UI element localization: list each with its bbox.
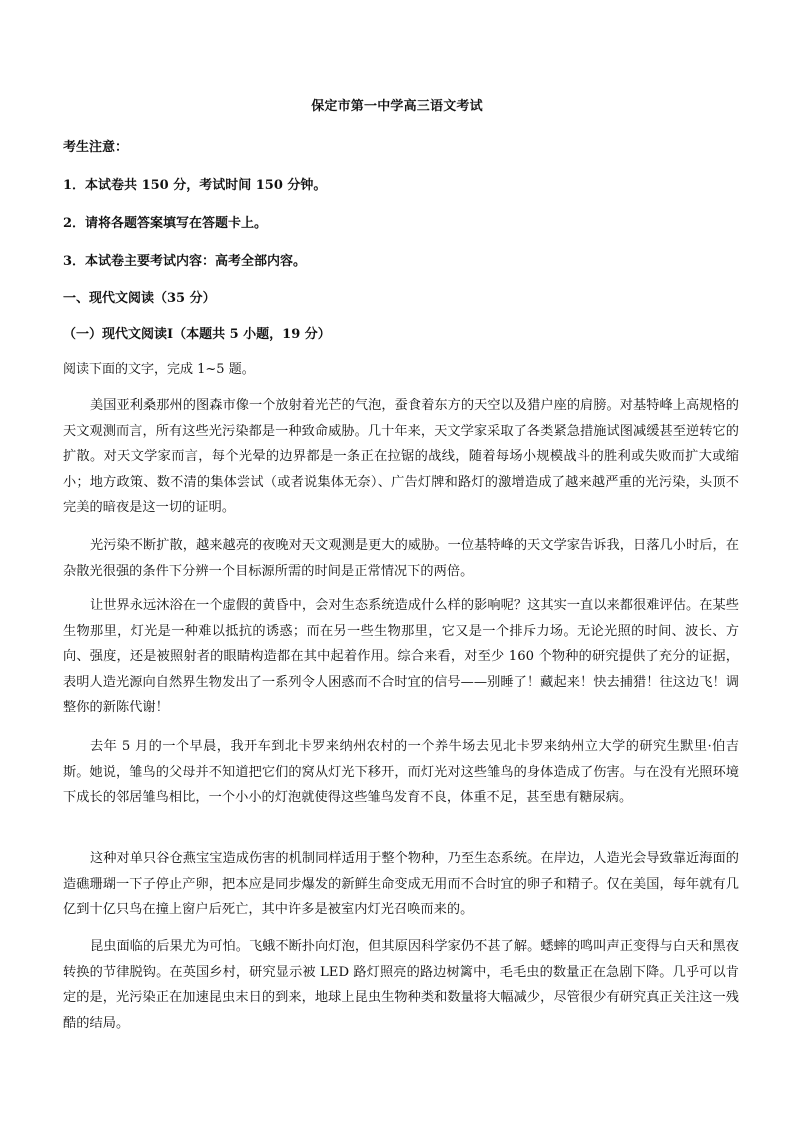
passage-paragraph: 让世界永远沐浴在一个虚假的黄昏中，会对生态系统造成什么样的影响呢？这其实一直以来都很难评估。在某些生物那里，灯光是一种难以抵抗的诱惑；而在另一些生物那里，它又是一个排斥力场。无论光照的时间、波长、方向、强度，还是被照射者的眼睛构造都在其中起着作用。综合来看，对至少 160 个物种的研究提供了充分的证据，表明人造光源向自然界生物发出了一系列令人困惑而不合时宜的信号——别睡了！藏起来！快去捕猎！往这边飞！调整你的新陈代谢！ <box>63 598 739 715</box>
exam-title: 保定市第一中学高三语文考试 <box>311 99 483 114</box>
passage-paragraph: 美国亚利桑那州的图森市像一个放射着光芒的气泡，蚕食着东方的天空以及猎户座的肩膀。对基特峰上高规格的天文观测而言，所有这些光污染都是一种致命威胁。几十年来，天文学家采取了各类紧急措施试图减缓甚至逆转它的扩散。对天文学家而言，每个光晕的边界都是一条正在拉锯的战线，随着每场小规模战斗的胜利或失败而扩大或缩小；地方政策、数不清的集体尝试（或者说集体无奈）、广告灯牌和路灯的激增造成了越来越严重的光污染，头顶不完美的暗夜是这一切的证明。 <box>63 398 739 515</box>
notice-item-2: 2．请将各题答案填写在答题卡上。 <box>63 216 268 231</box>
notice-item-3: 3．本试卷主要考试内容：高考全部内容。 <box>63 254 307 269</box>
passage-paragraph: 这种对单只谷仓燕宝宝造成伤害的机制同样适用于整个物种，乃至生态系统。在岸边，人造光会导致靠近海面的造礁珊瑚一下子停止产卵，把本应是同步爆发的新鲜生命变成无用而不合时宜的卵子和精子。仅在美国，每年就有几亿到十亿只鸟在撞上窗户后死亡，其中许多是被室内灯光召唤而来的。 <box>63 851 739 917</box>
section-subheading: （一）现代文阅读Ⅰ（本题共 5 小题，19 分） <box>63 327 331 342</box>
notice-heading: 考生注意： <box>63 140 129 155</box>
section-heading: 一、现代文阅读（35 分） <box>63 291 216 306</box>
passage-paragraph: 去年 5 月的一个早晨，我开车到北卡罗来纳州农村的一个养牛场去见北卡罗来纳州立大学的研究生默里·伯吉斯。她说，雏鸟的父母并不知道把它们的窝从灯光下移开，而灯光对这些雏鸟的身体造成了伤害。与在没有光照环境下成长的邻居雏鸟相比，一个小小的灯泡就使得这些雏鸟发育不良，体重不足，甚至患有糖尿病。 <box>63 739 739 805</box>
passage-paragraph: 光污染不断扩散，越来越亮的夜晚对天文观测是更大的威胁。一位基特峰的天文学家告诉我，日落几小时后，在杂散光很强的条件下分辨一个目标源所需的时间是正常情况下的两倍。 <box>63 538 739 579</box>
reading-instruction: 阅读下面的文字，完成 1~5 题。 <box>63 362 255 377</box>
passage-paragraph: 昆虫面临的后果尤为可怕。飞蛾不断扑向灯泡，但其原因科学家仍不甚了解。蟋蟀的鸣叫声正变得与白天和黑夜转换的节律脱钩。在英国乡村，研究显示被 LED 路灯照亮的路边树篱中，毛毛虫的数量正在急剧下降。几乎可以肯定的是，光污染正在加速昆虫末日的到来，地球上昆虫生物种类和数量将大幅减少，尽管很少有研究真正关注这一残酷的结局。 <box>63 939 739 1031</box>
notice-item-1: 1．本试卷共 150 分，考试时间 150 分钟。 <box>63 178 327 193</box>
